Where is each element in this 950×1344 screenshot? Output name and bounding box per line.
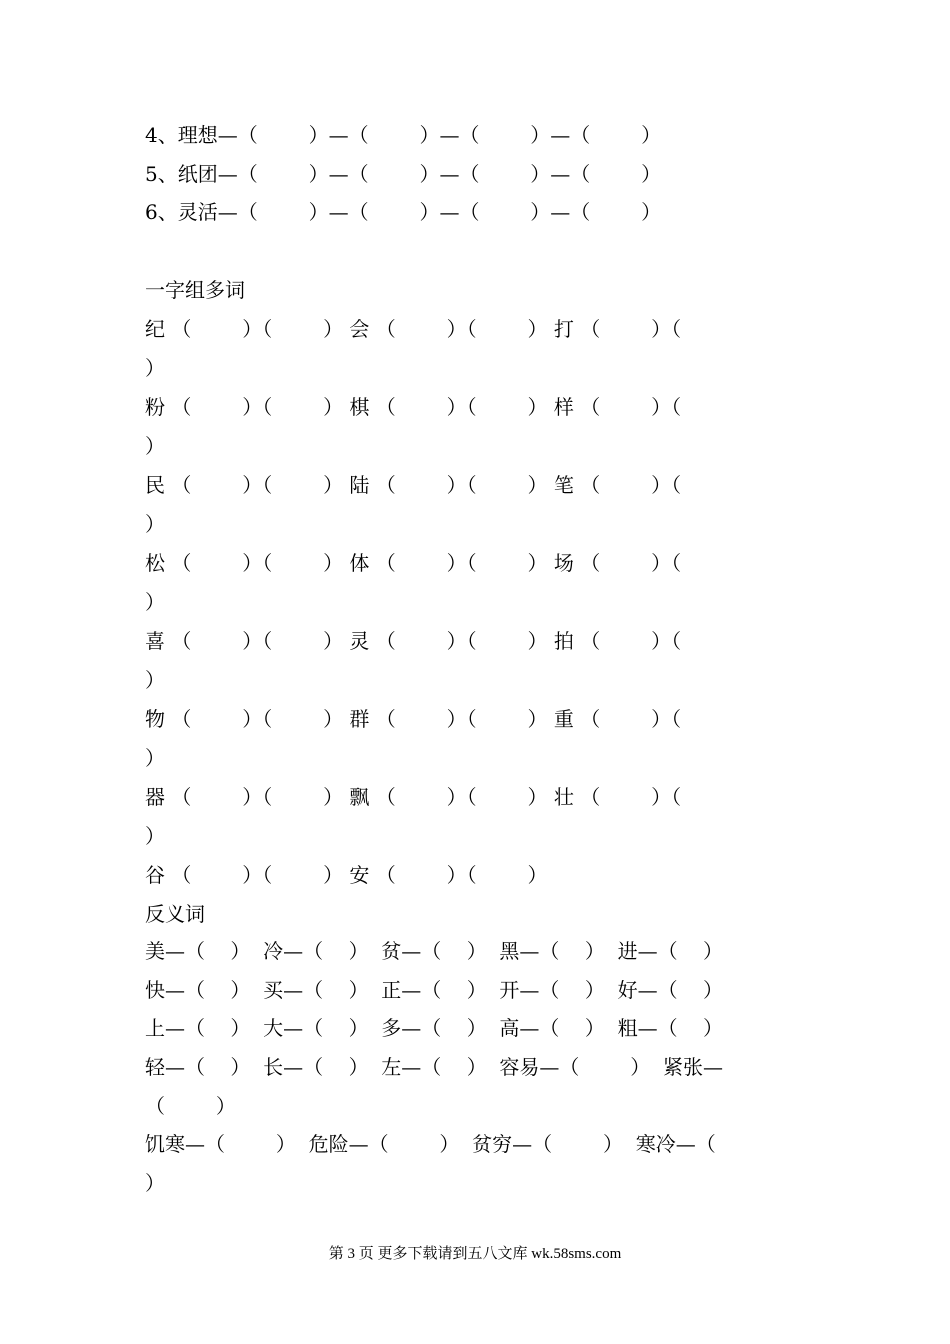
multi-word-line: 物 （ ）（ ） 群 （ ）（ ） 重 （ ）（ [145, 707, 682, 731]
multi-word-line: 器 （ ）（ ） 飘 （ ）（ ） 壮 （ ）（ [145, 785, 682, 809]
antonym-line: 美—（ ） 冷—（ ） 贫—（ ） 黑—（ ） 进—（ ） [145, 939, 724, 963]
antonym-line-wrap: （ ） [145, 1094, 236, 1118]
multi-word-line: 民 （ ）（ ） 陆 （ ）（ ） 笔 （ ）（ [145, 473, 682, 497]
antonym-line: 上—（ ） 大—（ ） 多—（ ） 高—（ ） 粗—（ ） [145, 1016, 724, 1040]
multi-word-line: 粉 （ ）（ ） 棋 （ ）（ ） 样 （ ）（ [145, 395, 682, 419]
page-footer: 第 3 页 更多下载请到五八文库 wk.58sms.com [328, 1246, 622, 1262]
multi-word-line-wrap: ） [145, 512, 165, 536]
synonym-line-6: 6、灵活—（ ）—（ ）—（ ）—（ ） [145, 200, 662, 224]
multi-word-line-wrap: ） [145, 356, 165, 380]
multi-word-line-wrap: ） [145, 746, 165, 770]
synonym-line-5: 5、纸团—（ ）—（ ）—（ ）—（ ） [145, 162, 662, 186]
antonym-line: 饥寒—（ ） 危险—（ ） 贫穷—（ ） 寒冷—（ [145, 1132, 716, 1156]
multi-word-line-wrap: ） [145, 590, 165, 614]
multi-word-line: 松 （ ）（ ） 体 （ ）（ ） 场 （ ）（ [145, 551, 682, 575]
multi-word-line: 喜 （ ）（ ） 灵 （ ）（ ） 拍 （ ）（ [145, 629, 682, 653]
antonym-title: 反义词 [145, 902, 205, 926]
multi-word-line: 谷 （ ）（ ） 安 （ ）（ ） [145, 863, 548, 887]
multi-word-line: 纪 （ ）（ ） 会 （ ）（ ） 打 （ ）（ [145, 317, 682, 341]
antonym-line: 快—（ ） 买—（ ） 正—（ ） 开—（ ） 好—（ ） [145, 978, 724, 1002]
antonym-line: 轻—（ ） 长—（ ） 左—（ ） 容易—（ ） 紧张— [145, 1055, 724, 1079]
multi-word-title: 一字组多词 [145, 278, 245, 302]
multi-word-line-wrap: ） [145, 824, 165, 848]
multi-word-line-wrap: ） [145, 668, 165, 692]
synonym-line-4: 4、理想—（ ）—（ ）—（ ）—（ ） [145, 123, 662, 147]
antonym-line-wrap: ） [145, 1171, 165, 1195]
multi-word-line-wrap: ） [145, 434, 165, 458]
